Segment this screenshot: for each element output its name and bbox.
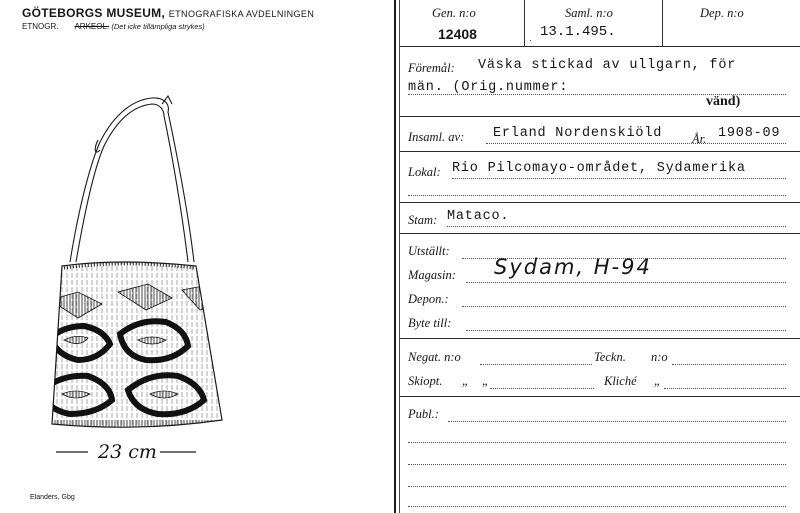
vand-note: vänd) <box>706 94 741 109</box>
insaml-value: Erland Nordenskiöld <box>493 126 663 141</box>
foremal-value: Väska stickad av ullgarn, för <box>478 58 737 73</box>
lokal-label: Lokal: <box>408 165 441 179</box>
saml-value: 13.1.495. <box>540 24 616 40</box>
department-name: ETNOGRAFISKA AVDELNINGEN <box>168 9 315 19</box>
gen-value: 12408 <box>438 26 477 42</box>
ar-value: 1908-09 <box>718 126 781 141</box>
card-border <box>394 0 396 513</box>
teckn-label: Teckn. <box>594 350 626 364</box>
magasin-value: Sydam, H-94 <box>494 255 652 279</box>
stam-label: Stam: <box>408 213 438 227</box>
publ-label: Publ.: <box>408 407 439 421</box>
kliche-label: Kliché <box>604 374 637 388</box>
strike-note: (Det icke tillämpliga strykes) <box>111 22 205 31</box>
depon-label: Depon.: <box>408 292 449 306</box>
header-divider-2 <box>662 0 663 46</box>
printer-note: Elanders, Gbg <box>30 494 75 501</box>
card-border-inner <box>399 0 400 513</box>
saml-label: Saml. n:o <box>565 6 613 20</box>
etnogr-label: ETNOGR. <box>22 22 59 31</box>
negat-label: Negat. n:o <box>408 350 461 364</box>
kliche-ditto: „ <box>654 374 661 388</box>
dep-label: Dep. n:o <box>700 6 744 20</box>
size-note: 23 cm <box>98 441 157 463</box>
ar-label: År. <box>692 132 707 146</box>
skiopt-label: Skiopt. <box>408 374 443 388</box>
utstallt-label: Utställt: <box>408 244 450 258</box>
stam-value: Mataco. <box>447 209 510 224</box>
gen-label: Gen. n:o <box>432 6 476 20</box>
bag-sketch <box>0 0 390 513</box>
foremal-value-2: män. (Orig.nummer: <box>408 80 569 95</box>
arkeol-label: ARKEOL. <box>74 22 110 31</box>
insaml-label: Insaml. av: <box>408 130 465 144</box>
byte-label: Byte till: <box>408 316 452 330</box>
lokal-value: Rio Pilcomayo-området, Sydamerika <box>452 161 746 176</box>
bag-body <box>40 262 230 440</box>
skiopt-ditto-2: „ <box>482 374 489 388</box>
magasin-label: Magasin: <box>408 268 456 282</box>
teckn-no-label: n:o <box>651 350 668 364</box>
skiopt-ditto: „ <box>462 374 469 388</box>
foremal-label: Föremål: <box>408 61 455 75</box>
bag-strap <box>70 96 194 262</box>
museum-name: GÖTEBORGS MUSEUM, <box>22 6 166 20</box>
header-rule <box>400 46 800 47</box>
header-divider <box>524 0 525 46</box>
